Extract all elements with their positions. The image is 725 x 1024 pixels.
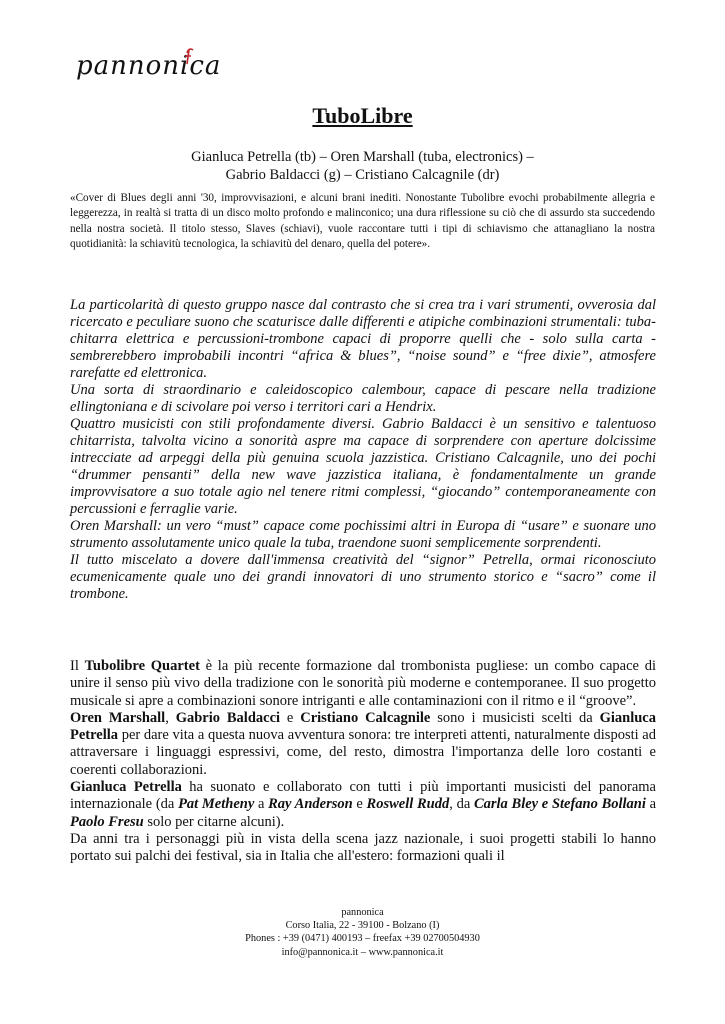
description-paragraph: Oren Marshall: un vero “must” capace come pochissimi altri in Europa di “usare” e suonare uno strumento assolutamente unico quale la tuba, traendone suoni semplicemente sorprendenti. xyxy=(70,518,656,551)
musician-name: Gianluca Petrella xyxy=(70,779,182,796)
logo-image xyxy=(74,44,234,88)
band-name: Tubolibre Quartet xyxy=(84,658,200,674)
svg-text:pannonica: pannonica xyxy=(76,51,222,81)
collaborator-name: Roswell Rudd xyxy=(366,796,450,813)
musician-name: Gianluca Petrella xyxy=(70,709,656,744)
lineup-line: Gianluca Petrella (tb) – Oren Marshall (tuba, electronics) – xyxy=(191,149,534,165)
bio-paragraph: Da anni tra i personaggi più in vista della scena jazz nazionale, i suoi progetti stabili lo hanno portato sui palchi dei festival, sia in Italia che all'estero: formazioni quali il xyxy=(70,830,656,865)
musician-name: Gabrio Baldacci xyxy=(175,709,281,726)
description-block xyxy=(70,297,656,603)
collaborator-name: Paolo Fresu xyxy=(70,813,144,830)
lineup xyxy=(0,148,725,184)
lineup-line: Gabrio Baldacci (g) – Cristiano Calcagnile (dr) xyxy=(225,167,500,183)
pannonica-logo xyxy=(74,44,234,88)
description-paragraph: Quattro musicisti con stili profondamente diversi. Gabrio Baldacci è un sensitivo e talentuoso chitarrista, talvolta vicino a sonorità aspre ma capace di sorprendere con aperture dolcissime intrecciate ad arpeggi della più genuina scuola jazzistica. Cristiano Calcagnile, uno dei pochi “drummer pensanti” della new wave jazzistica italiana, è fondamentalmente un grande improvvisatore a suo totale agio nel tenere ritmi complessi, “giocando” contemporaneamente con percussioni e ferraglie varie. xyxy=(70,416,656,517)
page-title: TuboLibre xyxy=(312,103,413,128)
collaborator-name: Pat Metheny xyxy=(178,796,255,813)
bio-paragraph: Il Tubolibre Quartet è la più recente formazione dal trombonista pugliese: un combo capace di unire il senso più vivo della tradizione con le sonorità più moderne e contemporanee. Il suo progetto musicale si apre a combinazioni sonore intriganti e alle contaminazioni con il ritmo e il “groove”. xyxy=(70,658,657,709)
footer-address: Corso Italia, 22 - 39100 - Bolzano (I) xyxy=(285,920,440,932)
musician-name: Cristiano Calcagnile xyxy=(300,709,431,726)
bio-paragraph: Oren Marshall, Gabrio Baldacci e Cristiano Calcagnile sono i musicisti scelti da Gianluca Petrella per dare vita a questa nuova avventura sonora: tre interpreti attenti, naturalmente disposti ad attraversare i linguaggi espressivi, come, del resto, dimostra l'importanza delle loro costanti e coerenti collaborazioni. xyxy=(70,709,656,778)
collaborator-name: Ray Anderson xyxy=(268,796,353,813)
description-paragraph: La particolarità di questo gruppo nasce dal contrasto che si crea tra i vari strumenti, ovverosia dal ricercato e peculiare suono che scaturisce dalle differenti e atipiche combinazioni strumentali: tuba-chitarra elettrica e percussioni-trombone capaci di proporre quelli che - solo sulla carta - sembrerebbero improbabili incontri “africa & blues”, “noise sound” e “free dixie”, atmosfere rarefatte ed elettronica. xyxy=(70,297,656,381)
footer xyxy=(0,906,725,959)
description-paragraph: Il tutto miscelato a dovere dall'immensa creatività del “signor” Petrella, ormai riconosciuto ecumenicamente quale uno dei grandi innovatori di uno strumento storico e “sacro” come il trombone. xyxy=(70,552,656,602)
footer-company: pannonica xyxy=(341,907,384,918)
bio-paragraph: Gianluca Petrella ha suonato e collaborato con tutti i più importanti musicisti del panorama internazionale (da Pat Metheny a Ray Anderson e Roswell Rudd, da Carla Bley e Stefano Bollani a Paolo Fresu solo per citarne alcuni). xyxy=(70,779,657,830)
footer-phones: Phones : +39 (0471) 400193 – freefax +39 02700504930 xyxy=(245,933,480,945)
collaborator-name: Carla Bley e Stefano Bollani xyxy=(473,796,646,813)
musician-name: Oren Marshall xyxy=(70,709,166,726)
description-paragraph: Una sorta di straordinario e caleidoscopico calembour, capace di pescare nella tradizione ellingtoniana e di scivolare poi verso i territori cari a Hendrix. xyxy=(70,382,656,415)
quote-paragraph: «Cover di Blues degli anni '30, improvvisazioni, e alcuni brani inediti. Nonostante Tubolibre evochi probabilmente allegria e leggerezza, in realtà si tratta di un disco molto profondo e malinconico; una dura riflessione su ciò che di assurdo sta succedendo nella nostra società. Il titolo stesso, Slaves (schiavi), vuole raccontare tutti i tipi di schiavismo che attanagliano la nostra quotidianità: la schiavitù tecnologica, la schiavitù del denaro, quella del potere». xyxy=(70,192,655,250)
footer-contacts: info@pannonica.it – www.pannonica.it xyxy=(281,946,444,958)
bio-block xyxy=(70,658,656,866)
